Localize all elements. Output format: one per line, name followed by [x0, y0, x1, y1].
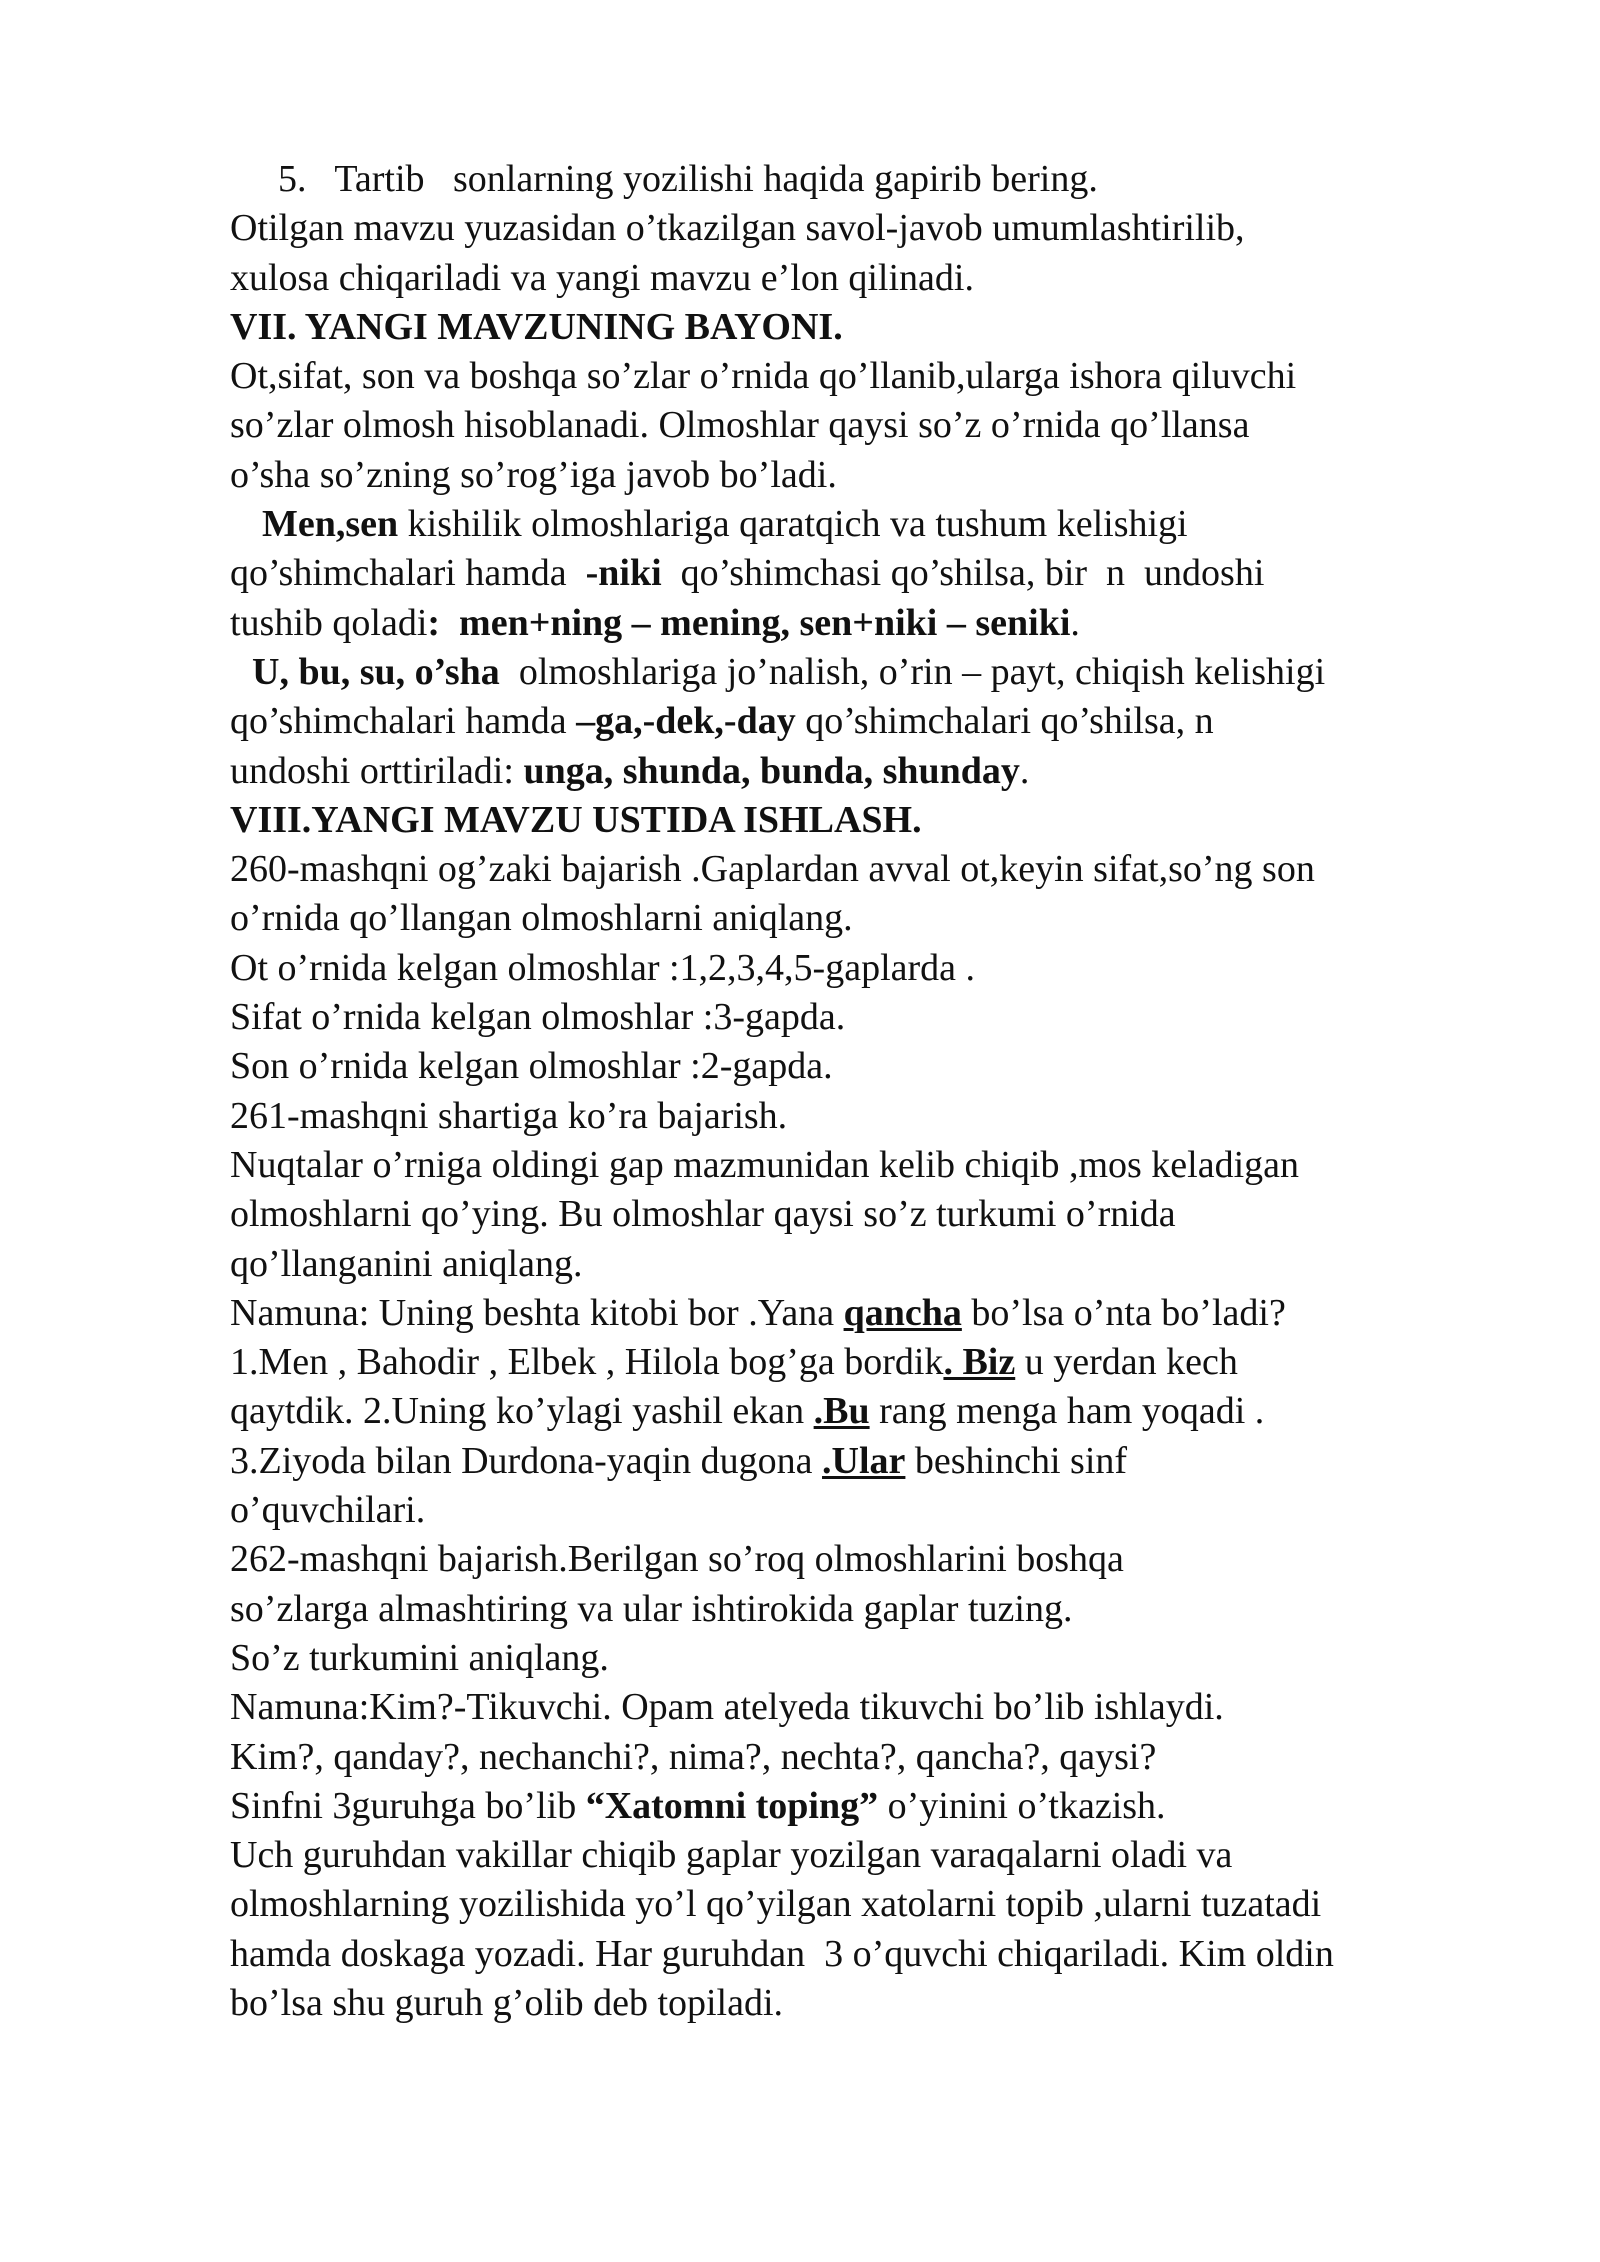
- exercise-262-line: so’zlarga almashtiring va ular ishtirokida gaplar tuzing.: [230, 1587, 1073, 1630]
- sentence-line: 3.Ziyoda bilan Durdona-yaqin dugona .Ular beshinchi sinf: [230, 1439, 1128, 1482]
- exercise-262-line: Kim?, qanday?, nechanchi?, nima?, nechta?, qancha?, qaysi?: [230, 1735, 1157, 1778]
- exercise-260-line: Ot o’rnida kelgan olmoshlar :1,2,3,4,5-gaplarda .: [230, 946, 976, 989]
- exercise-261-line: Nuqtalar o’rniga oldingi gap mazmunidan kelib chiqib ,mos keladigan: [230, 1143, 1300, 1186]
- rule1-line: qo’shimchalari hamda -niki qo’shimchasi qo’shilsa, bir n undoshi: [230, 552, 1265, 595]
- list-item-text: Tartib sonlarning yozilishi haqida gapirib bering.: [334, 158, 1098, 200]
- sentence-line: o’quvchilari.: [230, 1489, 426, 1532]
- list-item-5: [230, 155, 1530, 204]
- definition-line: o’sha so’zning so’rog’iga javob bo’ladi.: [230, 453, 837, 496]
- exercise-260-line: Son o’rnida kelgan olmoshlar :2-gapda.: [230, 1045, 833, 1088]
- exercise-260-line: 260-mashqni og’zaki bajarish .Gaplardan avval ot,keyin sifat,so’ng son: [230, 848, 1315, 891]
- exercise-260-line: o’rnida qo’llangan olmoshlarni aniqlang.: [230, 897, 853, 940]
- section-heading-8: VIII.YANGI MAVZU USTIDA ISHLASH.: [230, 798, 922, 841]
- rule2-line: undoshi orttiriladi: unga, shunda, bunda, shunday.: [230, 749, 1030, 792]
- definition-line: Ot,sifat, son va boshqa so’zlar o’rnida qo’llanib,ularga ishora qiluvchi: [230, 355, 1297, 398]
- section-heading-7: VII. YANGI MAVZUNING BAYONI.: [230, 305, 843, 348]
- sample-line: Namuna: Uning beshta kitobi bor .Yana qancha bo’lsa o’nta bo’ladi?: [230, 1291, 1286, 1334]
- exercise-261-line: olmoshlarni qo’ying. Bu olmoshlar qaysi so’z turkumi o’rnida: [230, 1193, 1176, 1236]
- summary-line: Otilgan mavzu yuzasidan o’tkazilgan savol-javob umumlashtirilib,: [230, 207, 1245, 250]
- list-number: 5.: [278, 158, 307, 200]
- sentence-line: 1.Men , Bahodir , Elbek , Hilola bog’ga bordik. Biz u yerdan kech: [230, 1341, 1238, 1384]
- definition-line: so’zlar olmosh hisoblanadi. Olmoshlar qaysi so’z o’rnida qo’llansa: [230, 404, 1250, 447]
- exercise-261-line: qo’llanganini aniqlang.: [230, 1242, 583, 1285]
- summary-line: xulosa chiqariladi va yangi mavzu e’lon qilinadi.: [230, 256, 974, 299]
- exercise-261-line: 261-mashqni shartiga ko’ra bajarish.: [230, 1094, 788, 1137]
- rule1-line: Men,sen kishilik olmoshlariga qaratqich va tushum kelishigi: [262, 503, 1188, 546]
- exercise-262-line: 262-mashqni bajarish.Berilgan so’roq olmoshlarini boshqa: [230, 1538, 1124, 1581]
- game-line: Sinfni 3guruhga bo’lib “Xatomni toping” o’yinini o’tkazish.: [230, 1784, 1166, 1827]
- rule2-line: U, bu, su, o’sha olmoshlariga jo’nalish, o’rin – payt, chiqish kelishigi: [252, 650, 1326, 693]
- exercise-262-line: Namuna:Kim?-Tikuvchi. Opam atelyeda tikuvchi bo’lib ishlaydi.: [230, 1686, 1224, 1729]
- document-page: [230, 155, 1530, 2028]
- final-line: hamda doskaga yozadi. Har guruhdan 3 o’quvchi chiqariladi. Kim oldin: [230, 1932, 1334, 1975]
- sentence-line: qaytdik. 2.Uning ko’ylagi yashil ekan .Bu rang menga ham yoqadi .: [230, 1390, 1265, 1433]
- rule2-line: qo’shimchalari hamda –ga,-dek,-day qo’shimchalari qo’shilsa, n: [230, 700, 1214, 743]
- final-line: olmoshlarning yozilishida yo’l qo’yilgan xatolarni topib ,ularni tuzatadi: [230, 1883, 1322, 1926]
- final-line: Uch guruhdan vakillar chiqib gaplar yozilgan varaqalarni oladi va: [230, 1834, 1233, 1877]
- rule1-line: tushib qoladi: men+ning – mening, sen+niki – seniki.: [230, 601, 1080, 644]
- final-line: bo’lsa shu guruh g’olib deb topiladi.: [230, 1981, 784, 2024]
- exercise-262-line: So’z turkumini aniqlang.: [230, 1636, 609, 1679]
- exercise-260-line: Sifat o’rnida kelgan olmoshlar :3-gapda.: [230, 996, 846, 1039]
